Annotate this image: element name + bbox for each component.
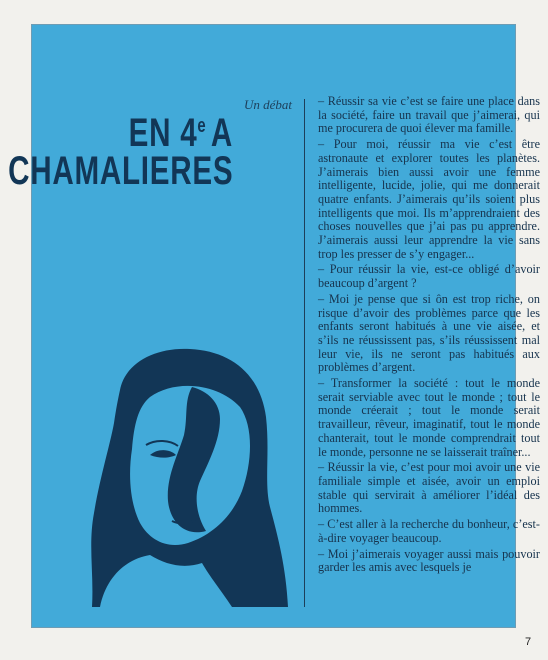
title-superscript: e <box>197 115 207 137</box>
paragraph: – Pour moi, réussir ma vie c’est être astronaute et explorer toutes les planètes. J’aimerais bien aussi avoir une femme intelligente, lucide, jolie, qui me donnerait quatre enfants. J’aimerais qu’ils soient plus intelligents que moi. Ils m’apprendraient des choses nouvelles que j’ai pas pu apprendre. J’aimerais aussi leur apprendre la vie sans trop les presser de s’y engager... <box>318 137 540 261</box>
title-prefix: EN 4 <box>128 111 198 155</box>
paragraph: – Réussir sa vie c’est se faire une place dans la société, faire un travail que j’aimerai, qui me procurera de quoi élever ma famille. <box>318 94 540 136</box>
woman-portrait-illustration <box>80 345 290 610</box>
title-suffix: A <box>210 111 233 155</box>
page-number: 7 <box>525 636 532 648</box>
paragraph: – Réussir la vie, c’est pour moi avoir une vie familiale simple et aisée, avoir un emploi stable qui servirait à améliorer l’idéal des hommes. <box>318 460 540 516</box>
article-panel <box>7 24 540 628</box>
paragraph: – Transformer la société : tout le monde serait serviable avec tout le monde ; tout le monde créerait ; tout le monde serait travailleur, rêveur, imaginatif, tout le monde chanterait, tout le monde comprendrait tout le monde, personne ne se laisserait traîner... <box>318 376 540 459</box>
title-line-2: CHAMALIERES <box>7 149 233 193</box>
paragraph: – Pour réussir la vie, est-ce obligé d’avoir beaucoup d’argent ? <box>318 262 540 291</box>
paragraph: – C’est aller à la recherche du bonheur, c’est-à-dire voyager beaucoup. <box>318 517 540 545</box>
column-divider <box>304 99 305 607</box>
article-text <box>318 95 540 575</box>
paragraph: – Moi je pense que si ôn est trop riche, on risque d’avoir des problèmes parce que les enfants seront habitués à une vie aisée, et s’ils ne réussissent pas, s’ils réussissent mal leur vie, ils ne seront pas habitués aux problèmes d’argent. <box>318 291 540 375</box>
paragraph: – Moi j’aimerais voyager aussi mais pouvoir garder les amis avec lesquels je <box>318 546 540 575</box>
kicker-label: Un débat <box>243 97 292 112</box>
